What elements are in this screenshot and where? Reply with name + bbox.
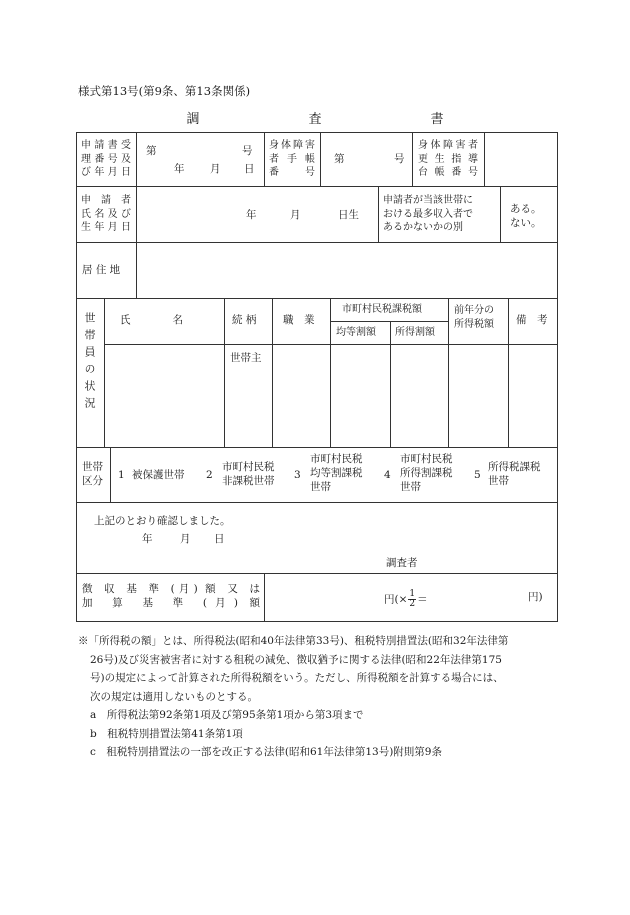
footnote-item-b: b 租税特別措置法第41条第1項 <box>90 727 243 740</box>
household-class-label: 世帯 区分 <box>82 461 103 487</box>
class-option-3-number: 3 <box>294 469 301 481</box>
class-option-1-number: 1 <box>118 469 125 481</box>
row-sep-6 <box>76 573 558 574</box>
birth-year: 年 <box>246 209 257 221</box>
collection-label: 徴 収 基 準 (月) 額 又 は 加 算 基 準 (月) 額 <box>82 583 260 609</box>
col-header-municipal-tax: 市町村民税課税額 <box>342 304 422 315</box>
label-col-sep <box>136 132 137 298</box>
border-bottom <box>76 621 558 622</box>
class-option-2-number: 2 <box>206 469 213 481</box>
footnote-line-2: 26号)及び災害被害者に対する租税の減免、徴収猶予に関する法律(昭和22年法律第175 <box>90 653 502 666</box>
row2-sep-b <box>500 187 501 243</box>
max-income-question: 申請者が当該世帯に おける最多収入者で あるかないかの別 <box>383 195 473 233</box>
col-sep-name <box>224 298 225 447</box>
collection-amount: 円(× $\frac{1}{2}$ ＝ <box>384 589 428 609</box>
class-option-4: 市町村民税 所得割課税 世帯 <box>400 453 453 493</box>
household-section-label: 世帯員の状況 <box>83 312 96 414</box>
household-label-sep <box>104 298 105 447</box>
row1-sep-b <box>320 132 321 187</box>
col-header-prev-year-tax: 前年分の 所得税額 <box>454 305 494 330</box>
col-header-name: 氏 名 <box>120 314 183 326</box>
confirmation-text: 上記のとおり確認しました。 <box>94 515 231 527</box>
disability-notebook-label: 身体障害 者 手 帳 番 号 <box>269 140 315 178</box>
applicant-label: 申 請 者 氏名及び 生年月日 <box>81 195 131 233</box>
border-top <box>76 132 558 133</box>
footnote-item-a: a 所得税法第92条第1項及び第95条第1項から第3項まで <box>90 709 364 721</box>
birth-day: 日生 <box>338 209 359 221</box>
receipt-number-suffix: 号 <box>242 145 253 157</box>
investigator-label: 調査者 <box>386 557 418 569</box>
footnote-item-c: c 租税特別措置法の一部を改正する法律(昭和61年法律第13号)附則第9条 <box>90 746 442 758</box>
class-label-sep <box>110 447 111 503</box>
footnote-line-3: 号)の規定によって計算された所得税額をいう。ただし、所得税額を計算する場合には、 <box>90 672 504 684</box>
collection-sep <box>264 573 265 622</box>
document-title: 調 査 書 <box>186 112 492 127</box>
border-left <box>76 132 77 622</box>
class-option-5-number: 5 <box>474 469 481 481</box>
footnote-line-1: ※「所得税の額」とは、所得税法(昭和40年法律第33号)、租税特別措置法(昭和32年法律第 <box>78 635 509 647</box>
birth-month: 月 <box>290 209 301 221</box>
col-header-relation: 続 柄 <box>232 314 257 326</box>
max-income-answer: ある。 ない。 <box>510 203 542 229</box>
row1-sep-c <box>412 132 413 187</box>
receipt-number-prefix: 第 <box>146 145 157 157</box>
address-label: 居 住 地 <box>82 264 121 276</box>
receipt-label: 申請書受 理番号及 び年月日 <box>81 140 131 178</box>
border-right <box>557 132 558 622</box>
row1-sep-a <box>264 132 265 187</box>
row-sep-3 <box>76 298 558 299</box>
confirmation-month: 月 <box>180 533 191 545</box>
receipt-day: 日 <box>244 163 255 175</box>
col-header-income-based: 所得割額 <box>395 327 435 338</box>
survey-form <box>76 132 558 622</box>
fraction-half: $\frac{1}{2}$ <box>409 589 416 609</box>
col-header-remarks: 備 考 <box>516 314 548 326</box>
footnote-line-4: 次の規定は適用しないものとする。 <box>90 690 258 703</box>
form-number: 様式第13号(第9条、第13条関係) <box>78 84 251 98</box>
col-header-occupation: 職 業 <box>283 314 315 326</box>
receipt-month: 月 <box>210 163 221 175</box>
row-sep-5 <box>76 502 558 503</box>
row2-sep-a <box>378 187 379 243</box>
class-option-1: 被保護世帯 <box>132 469 185 481</box>
col-sep-relation <box>272 298 273 447</box>
head-of-household: 世帯主 <box>230 352 262 364</box>
confirmation-year: 年 <box>142 533 153 545</box>
rehab-ledger-label: 身体障害者 更 生 指 導 台 帳 番 号 <box>418 140 478 178</box>
col-sep-tax-mid <box>390 321 391 447</box>
household-header-sep <box>104 344 558 345</box>
col-sep-tax <box>448 298 449 447</box>
row1-sep-d <box>484 132 485 187</box>
tax-subheader-sep <box>330 321 448 322</box>
row-sep-4 <box>76 447 558 448</box>
footnote <box>78 632 558 762</box>
col-header-per-capita: 均等割額 <box>336 327 376 338</box>
row-sep-1 <box>76 186 558 187</box>
notebook-number-prefix: 第 <box>334 153 345 165</box>
class-option-4-number: 4 <box>384 469 391 481</box>
row-sep-2 <box>76 242 558 243</box>
class-option-3: 市町村民税 均等割課税 世帯 <box>310 453 363 493</box>
confirmation-day: 日 <box>214 533 225 545</box>
col-sep-prev <box>508 298 509 447</box>
receipt-year: 年 <box>174 163 185 175</box>
class-option-5: 所得税課税 世帯 <box>488 461 541 487</box>
collection-amount-suffix: 円) <box>528 591 543 603</box>
class-option-2: 市町村民税 非課税世帯 <box>222 461 275 487</box>
notebook-number-suffix: 号 <box>394 153 405 165</box>
